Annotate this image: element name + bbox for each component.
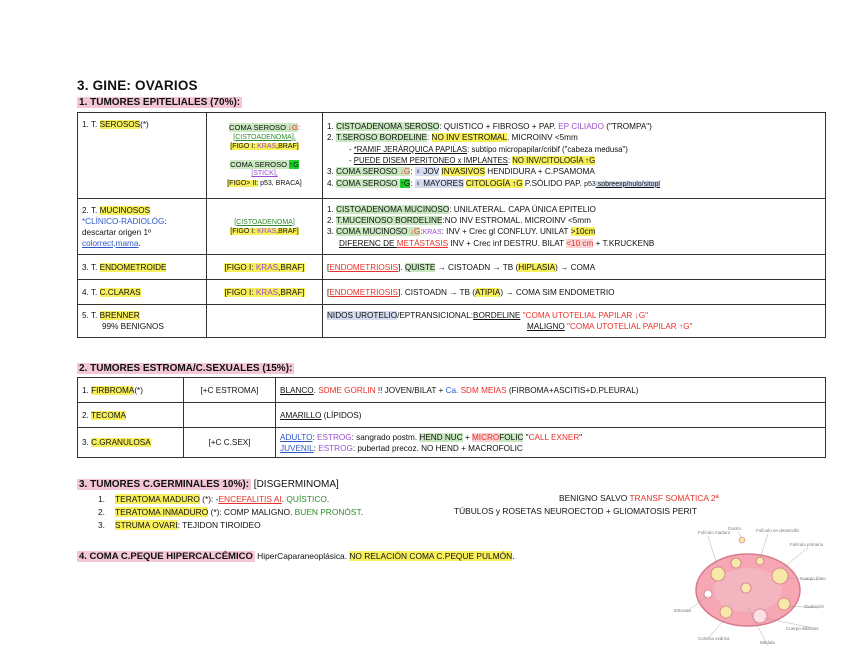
- text: INV + Crec inf DESTRU. BILAT: [448, 239, 567, 248]
- section-4-heading: 4. COMA C.PEQUE HIPERCALCÉMICO: [79, 551, 253, 562]
- table-row: [78, 428, 826, 458]
- term-red: CALL EXNER: [528, 432, 580, 442]
- row-description-cell: [323, 305, 826, 338]
- term: *RAMIF JERÁRQUICA PAPILAS: [353, 144, 468, 154]
- bracket: ]: [397, 287, 401, 297]
- diagram-label: Corteza ovárica: [698, 636, 730, 641]
- row-description-cell: [323, 199, 826, 255]
- follicle: [741, 583, 751, 593]
- num: 3.: [82, 438, 92, 447]
- row-name: SEROSOS: [99, 120, 141, 129]
- grade: ↑G: [399, 178, 411, 188]
- text: ) → COMA SIM ENDOMETRIO: [500, 287, 615, 297]
- germinal-list: [98, 493, 363, 532]
- list-item: [98, 519, 363, 532]
- term-green: QUÍSTICO: [286, 494, 327, 504]
- list-item: [98, 493, 363, 506]
- follicle: [731, 558, 741, 568]
- punct: .: [512, 551, 515, 562]
- text: +: [462, 432, 472, 442]
- precursor-label: [CISTOADENOMA],: [233, 133, 296, 141]
- punct: .: [138, 238, 141, 248]
- section-3-heading-text: 3. TUMORES C.GERMINALES 10%):: [79, 479, 250, 490]
- text: HENDIDURA + C.PSAMOMA: [485, 167, 595, 177]
- row-name: C.GRANULOSA: [91, 438, 151, 447]
- age-label: ♀ JOV: [414, 167, 440, 177]
- clinical-note-2: descartar origen 1º: [82, 227, 151, 237]
- term: COMA SEROSO: [336, 167, 400, 177]
- gene-label: p53, BRACA]: [258, 179, 302, 187]
- gene: KRAS: [422, 229, 442, 236]
- ovary-diagram: [668, 528, 834, 650]
- term-red: ENDOMETRIOSIS: [329, 287, 398, 297]
- highlight: ATIPIA: [475, 287, 501, 297]
- highlight-red: <10 cm: [566, 239, 594, 248]
- text: (*): -: [199, 494, 219, 504]
- row-name-prefix: 3. T.: [82, 262, 100, 272]
- row-name-prefix: 4. T.: [82, 287, 100, 297]
- text: . CISTOADN → TB (: [400, 287, 476, 297]
- highlight: NO INV/CITOLOGÍA ↑G: [512, 156, 596, 165]
- text: (FIRBOMA+ASCITIS+D.PLEURAL): [506, 385, 639, 395]
- text: :: [410, 167, 415, 177]
- subtype-label: COMA SEROSO: [230, 159, 290, 169]
- text: :: [410, 178, 415, 188]
- row-name: C.CLARAS: [99, 287, 141, 297]
- diagram-label: Cuerpo albicans: [786, 626, 819, 631]
- list-item: [98, 506, 363, 519]
- term-red: METÁSTASIS: [396, 239, 449, 248]
- term: HEND NUC: [419, 432, 463, 442]
- gene-label-2: ,BRAF]: [276, 227, 299, 235]
- num: 1.: [82, 385, 92, 395]
- highlight: HIPLASIA: [518, 262, 556, 272]
- term-red: SDME GORLIN: [318, 385, 376, 395]
- row-name-cell: [78, 378, 184, 403]
- text: : TEJIDON TIROIDEO: [177, 520, 261, 530]
- term: T.MUCEINOSO BORDELINE: [335, 216, 443, 225]
- gene-note: sobreexp/nulo/sitopl: [595, 180, 660, 188]
- text: !! JOVEN/BILAT +: [375, 385, 446, 395]
- term: CISTOADENOMA SEROSO: [336, 121, 440, 131]
- term: T.SEROSO BORDELINE: [335, 133, 427, 143]
- figo-label: [FIGO I:: [230, 143, 258, 150]
- section-4: [77, 551, 515, 562]
- gene-label-2: ,BRAF]: [276, 143, 299, 150]
- follicle: [704, 590, 712, 598]
- text: P.SÓLIDO PAP.: [522, 178, 585, 188]
- highlight: >10cm: [570, 227, 596, 236]
- text: . MICROINV <5mm: [507, 133, 578, 143]
- origin-link: colorrect,mama: [82, 238, 139, 248]
- term: AMARILLO: [280, 410, 322, 420]
- figo-label: [FIGO I:: [224, 287, 256, 297]
- section-1-heading: [77, 97, 242, 108]
- term-blue: JUVENIL: [280, 443, 314, 453]
- gene-label: KRAS: [255, 287, 279, 297]
- term: PUEDE DISEM PERITONEO x IMPLANTES: [353, 156, 508, 165]
- term: MALIGNO: [527, 322, 565, 331]
- bullet: -: [349, 156, 354, 165]
- term: BORDELINE: [473, 311, 521, 320]
- row-name-prefix: 2. T.: [82, 205, 100, 215]
- punct: :: [297, 123, 300, 132]
- text: : INV + Crec gl CONFLUY. UNILAT: [441, 227, 571, 236]
- punct: :: [313, 443, 319, 453]
- diagram-label: Cuerpo lúteo: [800, 576, 826, 581]
- num: 2.: [327, 216, 336, 225]
- punct: .: [326, 494, 330, 504]
- table-row: [78, 378, 826, 403]
- term-purple: ESTROG: [318, 443, 353, 453]
- text: : QUISTICO + FIBROSO + PAP.: [439, 121, 559, 131]
- text: : pubertad precoz. NO HEND + MACROFOLIC: [352, 443, 523, 453]
- follicle: [778, 598, 790, 610]
- germinal-note-2: TÚBULOS y ROSETAS NEUROECTOD + GLIOMATOSIS PERIT: [454, 506, 697, 516]
- stromal-tumors-table: [77, 377, 826, 458]
- section-1-heading-text: 1. TUMORES EPITELIALES (70%):: [79, 97, 241, 108]
- diagram-label: Folículo en desarrollo: [756, 528, 800, 533]
- diagram-label: Folículo primario: [790, 542, 824, 547]
- age-label: ♀ MAYORES: [414, 178, 464, 188]
- diagram-label: Oocito: [728, 526, 742, 531]
- diagram-label: Ovulación: [804, 604, 825, 609]
- gene-label-2: ,BRAF]: [278, 287, 305, 297]
- highlight: NO RELACIÓN COMA C.PEQUE PULMÓN: [349, 551, 513, 561]
- text: BENIGNO SALVO: [559, 493, 630, 503]
- text: :NO INV ESTROMAL. MICROINV <5mm: [442, 216, 591, 225]
- row-description-cell: [276, 428, 826, 458]
- quote: ": [579, 432, 583, 442]
- highlight: INVASIVOS: [441, 167, 485, 177]
- grade-label: ↓G: [288, 123, 298, 132]
- section-3-heading: [77, 479, 339, 490]
- row-name: TECOMA: [90, 410, 126, 420]
- text: /EPTRANSICIONAL:: [397, 311, 474, 320]
- bracket: [: [327, 287, 330, 297]
- term: TERATOMA INMADURO: [115, 507, 209, 517]
- row-molecular-cell: [207, 199, 323, 255]
- row-molecular-cell: [207, 305, 323, 338]
- num: 2.: [82, 410, 91, 420]
- gene-label: KRAS: [257, 227, 277, 235]
- row-name-cell: [78, 428, 184, 458]
- text-red: TRANSF SOMÁTICA 2ª: [629, 493, 719, 503]
- grade: ↓G: [409, 227, 421, 236]
- punct: .: [400, 262, 405, 272]
- num: 2.: [98, 507, 105, 517]
- row-note: 99% BENIGNOS: [102, 322, 164, 331]
- highlight: CITOLOGÍA ↑G: [465, 178, 523, 188]
- row-origin-cell: [184, 403, 276, 428]
- punct: .: [313, 385, 319, 395]
- term-green: BUEN PRONÓST: [294, 507, 361, 517]
- punct: :: [164, 216, 167, 226]
- row-name-cell: [78, 403, 184, 428]
- text: :: [426, 133, 432, 143]
- gene-label: KRAS: [255, 262, 279, 272]
- diagram-label: Estroma: [674, 608, 691, 613]
- follicle: [711, 567, 725, 581]
- row-name-cell: [78, 280, 207, 305]
- figo-label: [FIGO> II:: [227, 179, 259, 187]
- row-name-prefix: 1. T.: [82, 120, 100, 129]
- gene-label-2: ,BRAF]: [278, 262, 305, 272]
- diagram-label: Folículo maduro: [698, 530, 731, 535]
- bracket: [: [327, 262, 330, 272]
- term-colored: EP CILIADO: [558, 121, 604, 131]
- row-name-prefix: 5. T.: [82, 311, 100, 320]
- section-2-heading-text: 2. TUMORES ESTROMA/C.SEXUALES (15%):: [79, 363, 293, 374]
- table-row: [78, 280, 826, 305]
- row-name: BRENNER: [99, 311, 140, 320]
- follicle: [772, 568, 788, 584]
- corpus-luteum: [753, 609, 767, 623]
- term: TERATOMA MADURO: [115, 494, 200, 504]
- num: 1.: [327, 121, 337, 131]
- num: 3.: [327, 227, 337, 236]
- text: :: [507, 156, 513, 165]
- text: : subtipo micropapilar/cribif ("cabeza medusa"): [467, 144, 628, 154]
- punct: :: [312, 432, 318, 442]
- table-row: [78, 305, 826, 338]
- text: (LÍPIDOS): [321, 410, 362, 420]
- row-molecular-cell: [207, 113, 323, 199]
- term: COMA MUCINOSO: [336, 227, 410, 236]
- row-molecular-cell: [207, 255, 323, 280]
- highlight: NO INV ESTROMAL: [431, 133, 508, 143]
- bracket: ]: [397, 262, 401, 272]
- precursor-label: [STICK],: [251, 170, 278, 177]
- row-origin-cell: [+C ESTROMA]: [184, 378, 276, 403]
- germinal-note-1: [559, 493, 719, 503]
- clinical-note: *CLÍNICO-RADIOLÓG: [82, 216, 165, 226]
- table-row: [78, 255, 826, 280]
- term-red: MICRO: [471, 432, 500, 442]
- text: ("TROMPA"): [603, 121, 652, 131]
- figo-label: [FIGO I:: [230, 227, 258, 235]
- grade-label: ↑G: [289, 159, 299, 169]
- text: : UNILATERAL. CAPA ÚNICA EPITELIO: [449, 205, 596, 214]
- row-name-suffix: (*): [140, 120, 149, 129]
- term-blue: Ca.: [445, 385, 459, 395]
- row-description-cell: [323, 255, 826, 280]
- row-name: ENDOMETROIDE: [99, 262, 167, 272]
- num: 1.: [327, 205, 337, 214]
- precursor-label: [CISTOADENOMA]: [234, 218, 295, 226]
- term-blue: ADULTO: [280, 432, 313, 442]
- epithelial-tumors-table: [77, 112, 826, 338]
- row-description-cell: [276, 378, 826, 403]
- row-name-cell: [78, 255, 207, 280]
- term: QUISTE: [404, 262, 436, 272]
- row-description-cell: [323, 280, 826, 305]
- text: + T.KRUCKENB: [593, 239, 655, 248]
- num: 2.: [327, 133, 336, 143]
- gene: p53: [584, 180, 596, 188]
- quote: ": [523, 432, 529, 442]
- term-red: ENCEFALITIS AI: [218, 494, 282, 504]
- text: : sangrado postm.: [351, 432, 420, 442]
- row-name-cell: [78, 113, 207, 199]
- term-purple: ESTROG: [317, 432, 352, 442]
- term: NIDOS UROTELIO: [327, 311, 398, 320]
- table-row: [78, 403, 826, 428]
- punct: :: [420, 227, 423, 236]
- term-red: ENDOMETRIOSIS: [329, 262, 398, 272]
- row-name: FIRBROMA: [91, 385, 135, 395]
- row-name-suffix: (*): [134, 385, 143, 395]
- text: (*): COMP MALIGNO.: [208, 507, 295, 517]
- follicle: [756, 557, 764, 565]
- text: HiperCaparaneoplásica.: [254, 551, 350, 561]
- term: STRUMA OVARI: [115, 520, 178, 530]
- num: 4.: [327, 178, 337, 188]
- term: BLANCO: [280, 385, 314, 395]
- num: 3.: [327, 167, 337, 177]
- diagram-label: Médula: [760, 640, 775, 645]
- punct: .: [360, 507, 364, 517]
- page-title: 3. GINE: OVARIOS: [77, 78, 198, 93]
- table-row: [78, 199, 826, 255]
- punct: .: [281, 494, 287, 504]
- gene-label: KRAS: [257, 143, 277, 150]
- row-name: MUCINOSOS: [99, 205, 151, 215]
- table-row: [78, 113, 826, 199]
- row-description-cell: [323, 113, 826, 199]
- section-3-heading-extra: [DISGERMINOMA]: [251, 479, 339, 490]
- row-description-cell: [276, 403, 826, 428]
- follicle: [720, 606, 732, 618]
- bullet: -: [349, 144, 354, 154]
- term: DIFERENC DE: [339, 239, 397, 248]
- figo-label: [FIGO I:: [224, 262, 256, 272]
- row-name-cell: [78, 199, 207, 255]
- term: CISTOADENOMA MUCINOSO: [336, 205, 450, 214]
- row-origin-cell: [+C C.SEX]: [184, 428, 276, 458]
- text-red: "COMA UTOTELIAL PAPILAR ↓G": [520, 311, 648, 320]
- row-name-cell: [78, 305, 207, 338]
- num: 3.: [98, 520, 105, 530]
- num: 1.: [98, 494, 105, 504]
- text: ) → COMA: [555, 262, 596, 272]
- section-2-heading: [77, 363, 294, 374]
- row-molecular-cell: [207, 280, 323, 305]
- text: → CISTOADN → TB (: [435, 262, 519, 272]
- subtype-label: COMA SEROSO: [229, 123, 289, 132]
- term: COMA SEROSO: [336, 178, 400, 188]
- grade: ↓G: [399, 167, 411, 177]
- term: FOLIC: [499, 432, 524, 442]
- text-red: "COMA UTOTELIAL PAPILAR ↑G": [564, 322, 693, 331]
- term-red: SDM MEIAS: [460, 385, 507, 395]
